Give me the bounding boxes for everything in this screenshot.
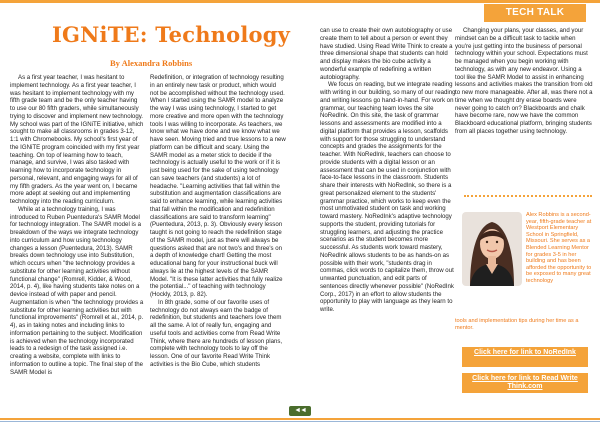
paragraph: Changing your plans, your classes, and your mindset can be a difficult task to tackle when you're just getting into the business of personal technology within your school. Expectations must be managed when you begin working with technology, as with any new endeavor. Using a tool like the SAMR Model to assist in enhancing lessons and activities makes the transition from old to new more manageable. After all, was there not a time when we thought dry erase boards were never going to catch on? Blackboards and chalk have become rare, now we have the common Blackboard educational platform, bringing students from all places together using technology. [455, 27, 593, 135]
article-column-2 [150, 74, 286, 406]
article-column-3 [320, 27, 456, 401]
paragraph: While at a technology training, I was introduced to Ruben Puentedura's SAMR Model for technology integration. The SAMR model is a breakdown of the ways we integrate technology into curriculum and how using technology changes a lesson (Puentedura, 2013). SAMR breaks down technology use into Substitution, which occurs when "the technology provides a substitute for other learning activities without functional change" (Romrell, Kidder, & Wood, 2014, p. 4), like having students take notes on a device instead of with paper and pencil. Augmentation is when "the technology provides a substitute for other learning activities but with functional improvements" (Romrell et al., 2014, p. 4), as in taking notes and including links to information pertaining to the subject. Modification is achieved when the technology incorporated leads to a redesign of the task assigned i.e. creating a website, complete with links to information to outline a topic. The final step of the SAMR Model is [10, 205, 144, 376]
paragraph: As a first year teacher, I was hesitant to implement technology. As a first year teacher, I was hesitant to implement technology with my fifth grade team and be the only teacher having to use our 80 fifth graders, while simultaneously trying to discover and implement new technology. My school was part of the IGNiTE initiative, which sought to make all classrooms in grades 3-12, 1:1 with Chromebooks. My school's first year of the IGNiTE program coincided with my first year teaching. On top of learning how to teach, manage, and survive, I was also tasked with learning how to incorporate technology in personal, relevant, and engaging ways for all of my fifth graders. As the year went on, I became more adept at seeking out and implementing technology into the reading curriculum. [10, 74, 144, 205]
paragraph: We focus on reading, but we integrate reading with writing in our building, so many of our reading and writing lessons go hand-in-hand. For work on grammar, our teaching team loves the site NoRedInk. On this site, the task of grammar lessons and assessments are modified into a digital platform that provides a lesson, scaffolds with support for those struggling to understand concepts and grades the assignments for the teacher. With NoRedInk, teachers can choose to provide students with a digital lesson or an assessment that can be used in conjunction with face-to-face lessons in the classroom. Students share their interests with NoRedInk, so there is a great personalized element to the students' grammar practice, which works to keep even the most unmotivated student on task and working toward mastery. NoRedInk's adaptive technology supports the student, providing tutorials for struggling learners, and adjusting the practice scenarios as the student becomes more successful. As students work toward mastery, NoRedInk allows students to be as hands-on as possible with their work, "students drag in commas, click words to capitalize them, throw out unwanted punctuation, and edit parts of sentences directly whenever possible" (NoRedInk Corp., 2017) in an effort to allow students the opportunity to play with language as they learn to write. [320, 81, 456, 313]
noredink-link-button[interactable]: Click here for link to NoRedInk [462, 347, 588, 367]
section-tab: TECH TALK [484, 4, 586, 22]
bottom-rule-secondary [0, 421, 600, 422]
bottom-rule [0, 418, 600, 420]
dotted-divider [464, 195, 592, 199]
paragraph: Redefinition, or integration of technology resulting in an entirely new task or product, which would not be accomplished without the technology used. When I started using the SAMR model to analyze the way I was using technology, I started to get more creative and more open with the technology tools I was willing to incorporate. As teachers, we know what we have done and we know what we have seen. Moving tried and true lessons to a new platform can be difficult and scary. Using the SAMR model as a meter stick to decide if the technology is actually useful to the work or if it is just being used for the sake of using technology can save teachers (and students) a lot of headache. "Learning activities that fall within the substitution and augmentation classifications are said to enhance learning, while learning activities that fall within the modification and redefinition classifications are said to transform learning" (Puentedura, 2013, p. 3). Obviously every lesson taught is not going to reach the redefinition stage of the SAMR model, just as there will always be questions asked that are not two's and three's on a depth of knowledge chart! Getting the most educational bang for your instructional buck will always lie at the highest levels of the SAMR Model. "It is these latter activities that fully realize the potential..." of teaching with technology (Hockly, 2013, p. 82). [150, 74, 286, 298]
article-column-4 [455, 27, 593, 177]
readwritethink-link-button[interactable]: Click here for link to Read Write Think.com [462, 373, 588, 393]
byline: By Alexandra Robbins [110, 58, 193, 68]
back-arrows-icon: ◄◄ [294, 407, 306, 414]
paragraph: can use to create their own autobiography or use create them to tell about a person or event they have studied. Using Read Write Think to create a three dimensional shape that students can hold and display makes the bio cube activity a wonderful example of redefining a written autobiography. [320, 27, 453, 81]
article-column-1 [10, 74, 144, 406]
author-photo [462, 212, 522, 286]
previous-page-button[interactable] [289, 406, 311, 416]
author-bio: Alex Robbins is a second-year, fifth-grade teacher at Westport Elementary School in Springfield, Missouri. She serves as a Blended Learning Mentor for grades 3-5 in her building and has been afforded the opportunity to be exposed to many great technology [526, 212, 592, 284]
paragraph: In 8th grade, some of our favorite uses of technology do not always earn the badge of redefinition, but students and teachers love them all the same. A lot of really fun, engaging and useful tools and activities come from Read Write Think, where there are hundreds of lesson plans, complete with technology tools to lay off the lesson. One of our favorite Read Write Think activities is the Bio Cube, which students [150, 298, 283, 368]
article-title: IGNiTE: Technology [52, 22, 291, 47]
top-rule [0, 0, 600, 3]
author-bio-continued: tools and implementation tips during her time as a mentor. [455, 318, 579, 331]
